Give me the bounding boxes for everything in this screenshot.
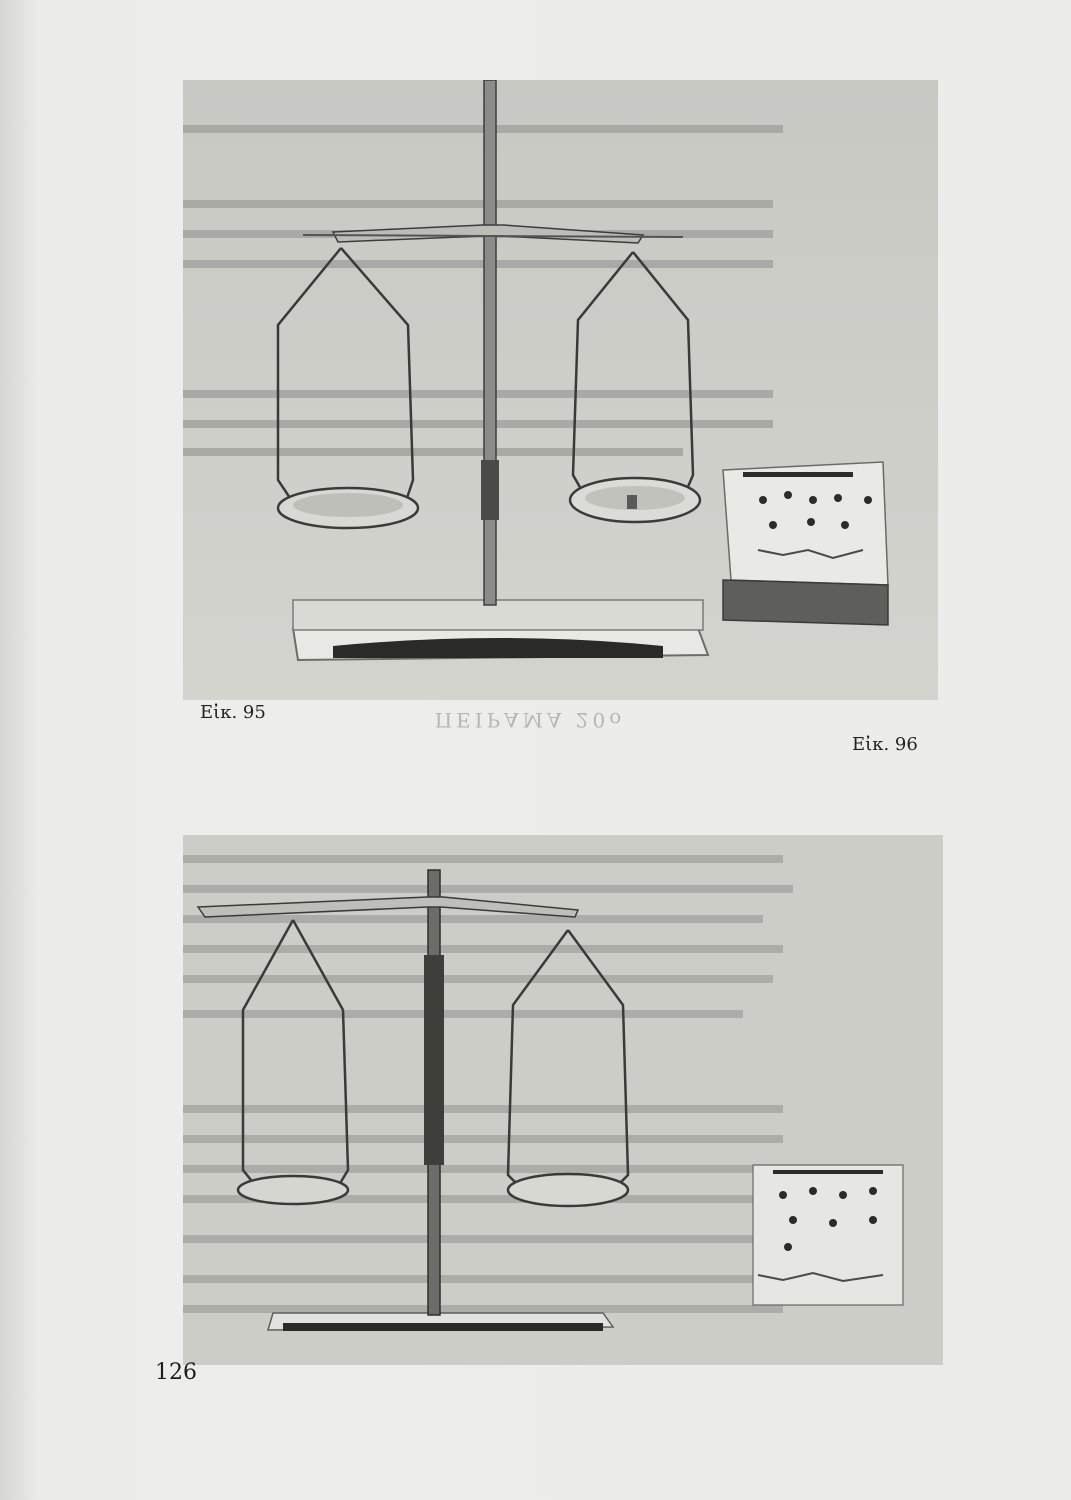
show-through-heading: ΠΕΙΡΑΜΑ 20ο [434,708,626,732]
figure-96-caption: Εἰκ. 96 [852,734,918,755]
figure-95-caption: Εἰκ. 95 [200,702,266,723]
balance-illustration [183,80,938,700]
balance-photo-bottom [183,835,943,1365]
balance-photo-top [183,80,938,700]
page-number: 126 [155,1360,197,1385]
balance-illustration-2 [183,835,943,1365]
